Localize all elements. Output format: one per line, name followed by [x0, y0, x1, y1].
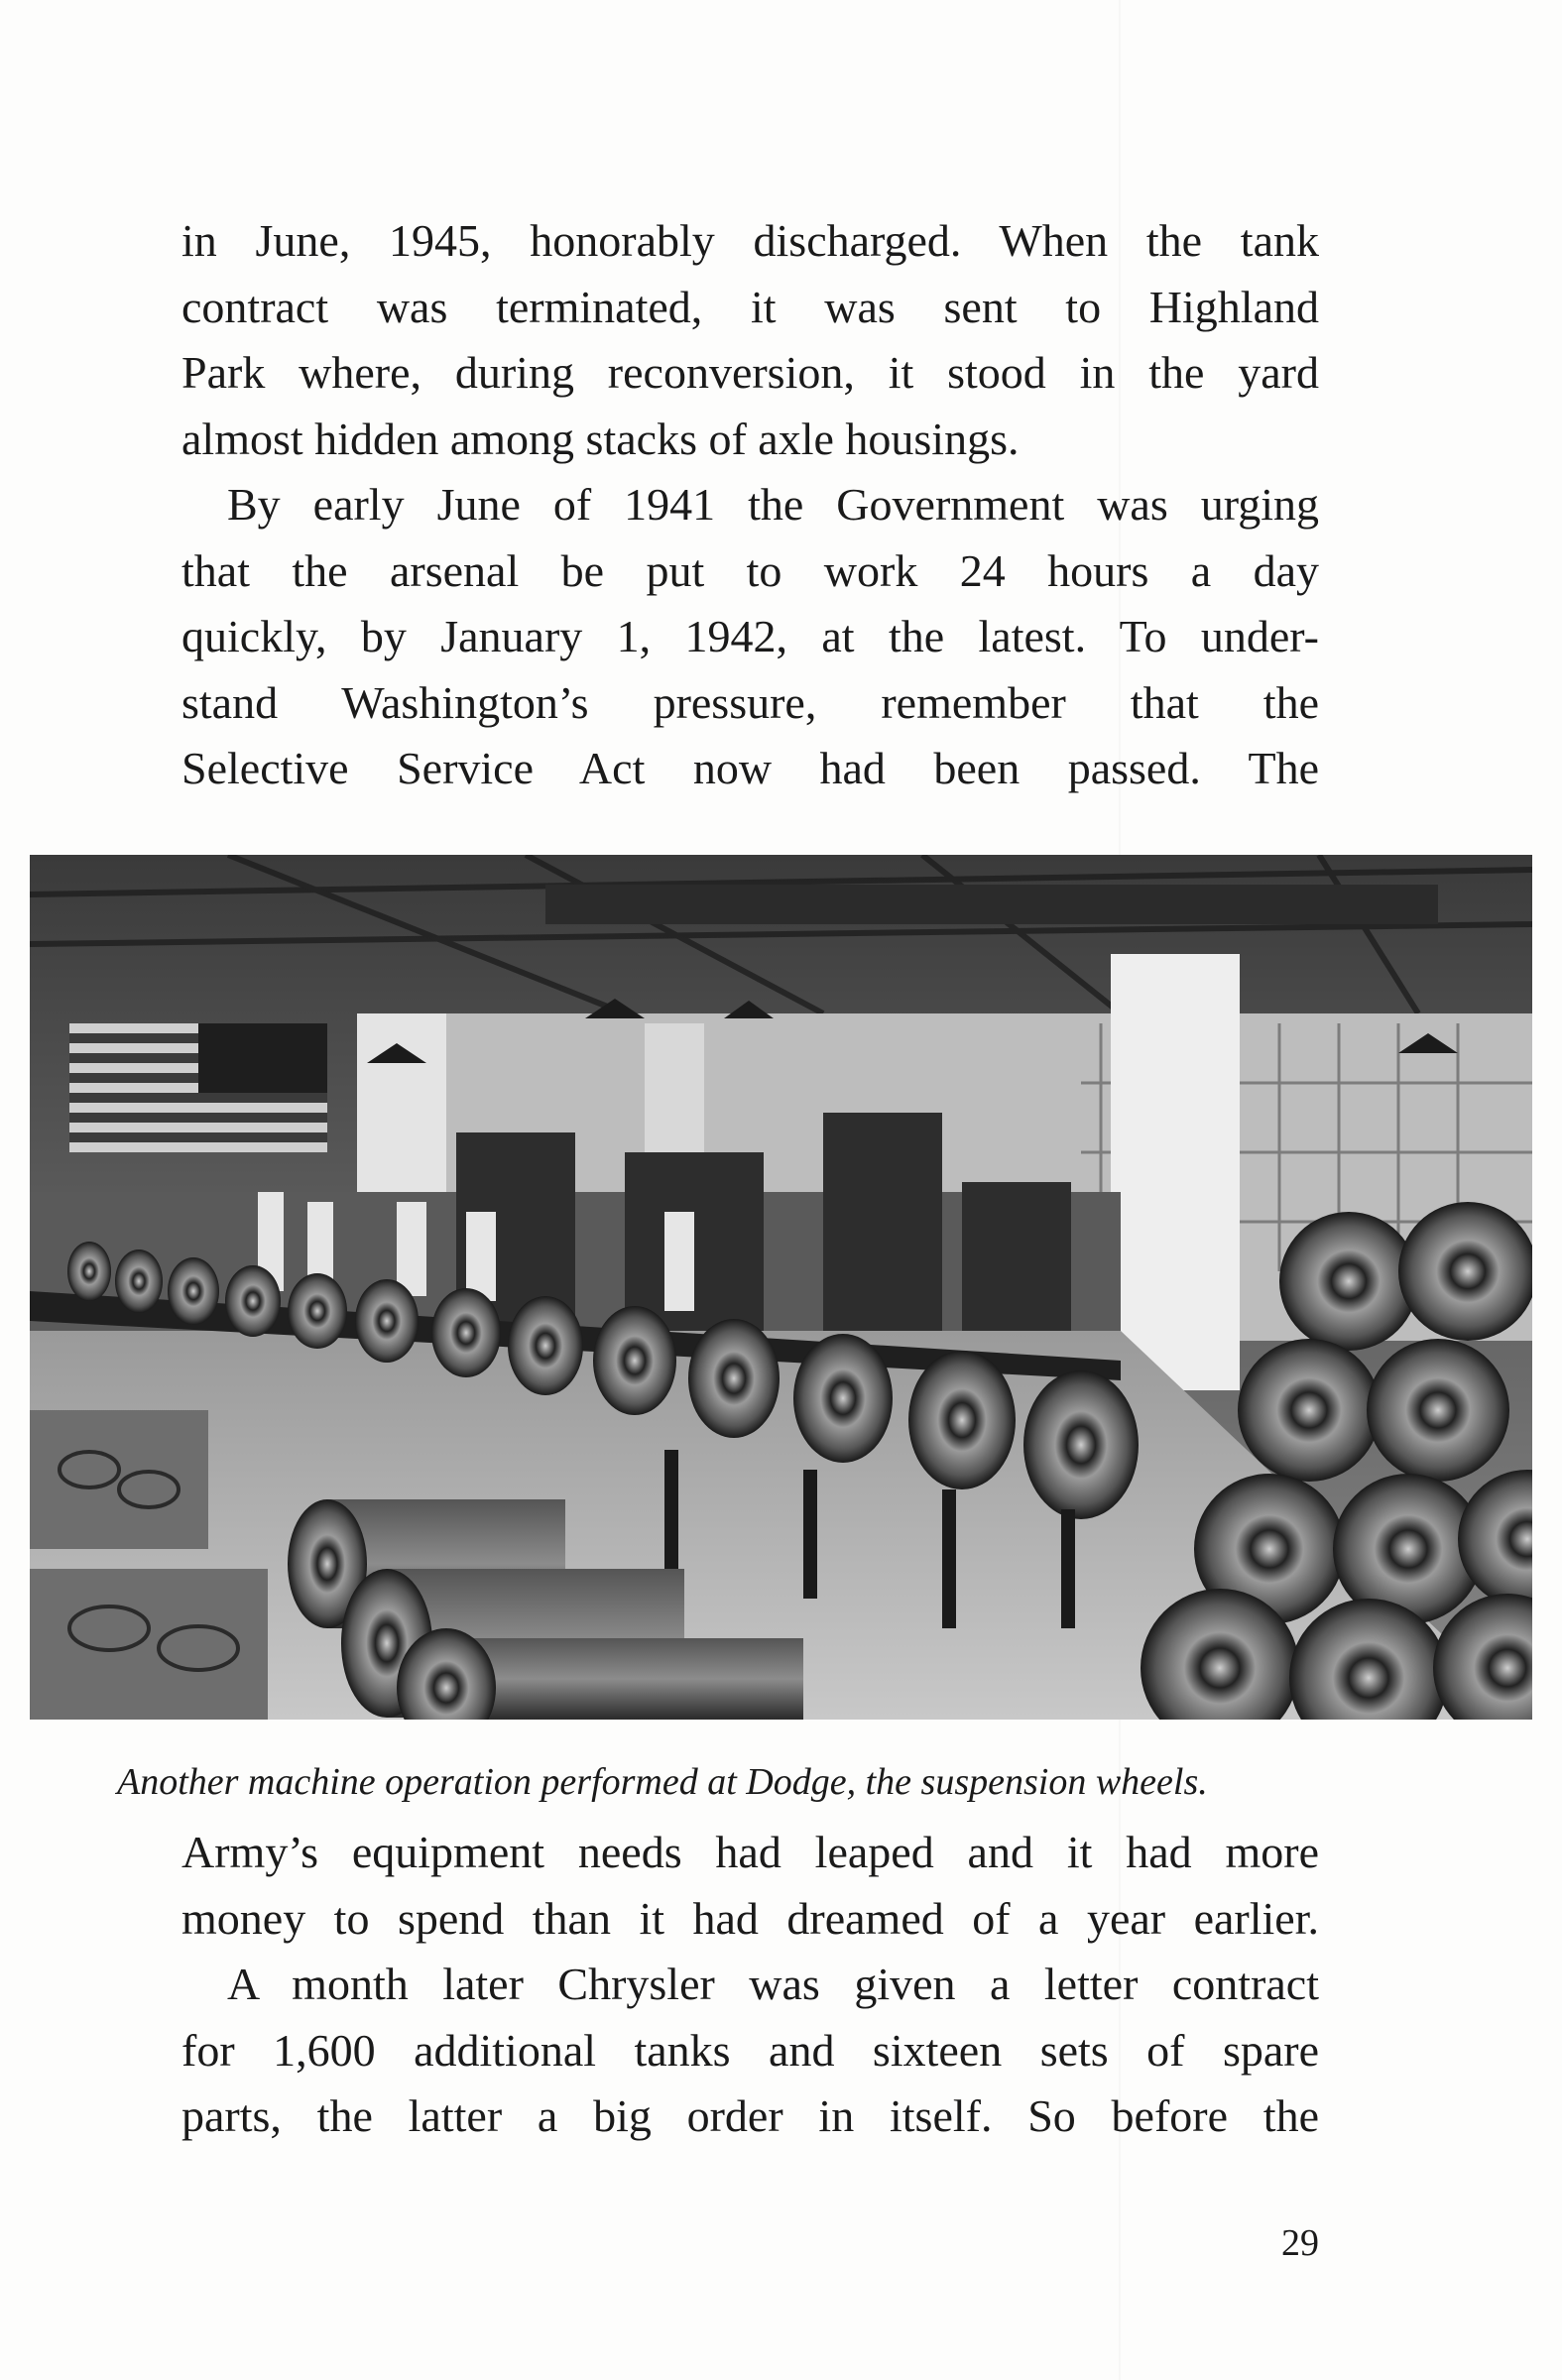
photo-caption: Another machine operation performed at Dodge, the suspension wheels.	[117, 1761, 1208, 1803]
text-line: money to spend than it had dreamed of a year earlier.	[181, 1892, 1319, 1944]
text-line: that the arsenal be put to work 24 hours a day	[181, 544, 1319, 596]
text-line: Park where, during reconversion, it stood in the yard	[181, 347, 1319, 398]
text-line: almost hidden among stacks of axle housings.	[181, 413, 1020, 464]
text-line: in June, 1945, honorably discharged. When the tank	[181, 215, 1319, 266]
factory-floor-photo	[30, 855, 1532, 1720]
text-line: Selective Service Act now had been passed. The	[181, 743, 1319, 793]
text-line: Army’s equipment needs had leaped and it had more	[181, 1827, 1319, 1877]
text-line: stand Washington’s pressure, remember that the	[181, 676, 1319, 728]
body-text-top	[181, 208, 1319, 802]
body-text-bottom	[181, 1820, 1319, 2150]
text-line: contract was terminated, it was sent to Highland	[181, 281, 1319, 332]
photo-illustration	[30, 855, 1532, 1720]
page-number: 29	[1281, 2222, 1319, 2264]
text-line: By early June of 1941 the Government was urging	[227, 479, 1319, 530]
text-line: for 1,600 additional tanks and sixteen sets of spare	[181, 2024, 1319, 2076]
text-line: parts, the latter a big order in itself. So before the	[181, 2090, 1319, 2141]
text-line: quickly, by January 1, 1942, at the latest. To under-	[181, 611, 1319, 661]
text-line: A month later Chrysler was given a letter contract	[227, 1959, 1319, 2009]
